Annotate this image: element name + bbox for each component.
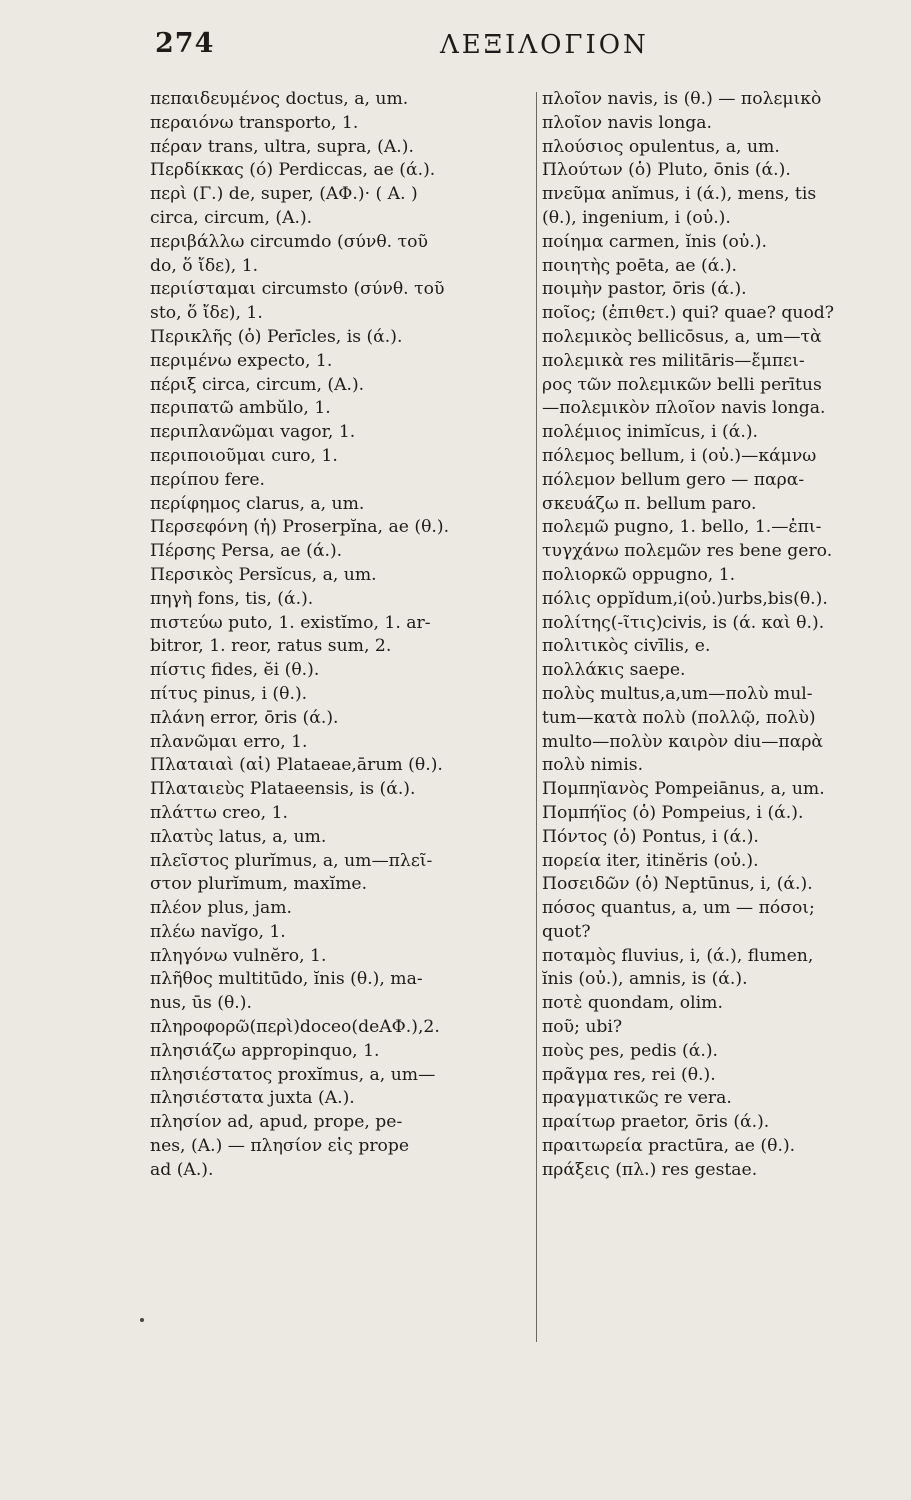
entry-line: πλέον plus, jam. bbox=[150, 898, 293, 919]
entry-line: πολέμιος inimĭcus, i (ά.). bbox=[542, 422, 758, 443]
entry-line: ποτὲ quondam, olim. bbox=[542, 993, 723, 1014]
entry-line: πιστεύω puto, 1. existĭmo, 1. ar- bbox=[150, 612, 431, 633]
column-divider bbox=[536, 92, 537, 1342]
entry-line: do, ὅ ἴδε), 1. bbox=[150, 255, 259, 276]
entry-line: tum—κατὰ πολὺ (πολλῷ, πολὺ) bbox=[542, 707, 816, 728]
entry-line: Περδίκκας (ό) Perdiccas, ae (ά.). bbox=[150, 160, 436, 181]
entry-line: στον plurĭmum, maxĭme. bbox=[150, 874, 368, 895]
entry-line: πλῆθος multitūdo, ĭnis (θ.), ma- bbox=[150, 969, 423, 990]
entry-line: Πέρσης Persa, ae (ά.). bbox=[150, 541, 343, 562]
entry-line: πλέω navĭgo, 1. bbox=[150, 921, 286, 942]
entry-line: πλούσιος opulentus, a, um. bbox=[542, 136, 780, 157]
entry-line: πόλεμος bellum, i (οὐ.)—κάμνω bbox=[542, 445, 817, 466]
entry-line: πόσος quantus, a, um — πόσοι; bbox=[542, 898, 815, 919]
entry-line: πληροφορῶ(περὶ)doceo(deΑΦ.),2. bbox=[150, 1017, 440, 1038]
entry-line: circa, circum, (A.). bbox=[150, 207, 313, 228]
entry-line: τυγχάνω πολεμῶν res bene gero. bbox=[542, 541, 833, 562]
entry-line: πορεία iter, itinĕris (οὐ.). bbox=[542, 850, 759, 871]
entry-line: περαιόνω transporto, 1. bbox=[150, 112, 359, 133]
entry-line: ρος τῶν πολεμικῶν belli perītus bbox=[542, 374, 822, 395]
entry-line: περὶ (Γ.) de, super, (ΑΦ.)· ( A. ) bbox=[150, 184, 418, 205]
entry-line: (θ.), ingenium, i (οὐ.). bbox=[542, 207, 731, 228]
entry-line: περιβάλλω circumdo (σύνθ. τοῦ bbox=[150, 231, 428, 252]
entry-line: πίτυς pinus, i (θ.). bbox=[150, 683, 308, 704]
entry-line: πλάττω creo, 1. bbox=[150, 802, 288, 823]
entry-line: πολιορκῶ oppugno, 1. bbox=[542, 564, 736, 585]
entry-line: περιπλανῶμαι vagor, 1. bbox=[150, 422, 356, 443]
entry-line: ποίημα carmen, ĭnis (οὐ.). bbox=[542, 231, 767, 252]
entry-line: Περσικὸς Persĭcus, a, um. bbox=[150, 564, 377, 585]
entry-line: Πόντος (ὁ) Pontus, i (ά.). bbox=[542, 826, 759, 847]
entry-line: πληγόνω vulnĕro, 1. bbox=[150, 945, 327, 966]
right-column bbox=[542, 88, 911, 1183]
entry-line: ποὺς pes, pedis (ά.). bbox=[542, 1040, 719, 1061]
entry-line: πλάνη error, ōris (ά.). bbox=[150, 707, 339, 728]
entry-line: πόλις oppĭdum,i(οὐ.)urbs,bis(θ.). bbox=[542, 588, 828, 609]
entry-line: ποταμὸς fluvius, i, (ά.), flumen, bbox=[542, 945, 814, 966]
entry-line: Πομπηϊανὸς Pompeiānus, a, um. bbox=[542, 779, 825, 800]
entry-line: Πομπήϊος (ὁ) Pompeius, i (ά.). bbox=[542, 802, 804, 823]
entry-line: πλοῖον navis longa. bbox=[542, 112, 712, 133]
margin-dot bbox=[140, 1318, 144, 1322]
entry-line: Ποσειδῶν (ὁ) Neptūnus, i, (ά.). bbox=[542, 874, 813, 895]
entry-line: πλησίον ad, apud, prope, pe- bbox=[150, 1112, 403, 1133]
entry-line: πολὺς multus,a,um—πολὺ mul- bbox=[542, 683, 813, 704]
running-head: ΛΕΞΙΛΟΓΙΟΝ bbox=[440, 30, 649, 60]
entry-line: πέριξ circa, circum, (A.). bbox=[150, 374, 365, 395]
entry-line: ποιμὴν pastor, ōris (ά.). bbox=[542, 279, 747, 300]
entry-line: bitror, 1. reor, ratus sum, 2. bbox=[150, 636, 392, 657]
entry-line: Περσεφόνη (ἡ) Proserpĭna, ae (θ.). bbox=[150, 517, 450, 538]
page-number: 274 bbox=[155, 28, 215, 59]
entry-line: περιμένω expecto, 1. bbox=[150, 350, 333, 371]
entry-line: πόλεμον bellum gero — παρα- bbox=[542, 469, 805, 490]
entry-line: nes, (A.) — πλησίον εἰς prope bbox=[150, 1136, 410, 1157]
entry-line: περίπου fere. bbox=[150, 469, 265, 490]
entry-line: πολεμικὰ res militāris—ἔμπει- bbox=[542, 350, 805, 371]
entry-line: πραίτωρ praetor, ōris (ά.). bbox=[542, 1112, 770, 1133]
entry-line: πρᾶγμα res, rei (θ.). bbox=[542, 1064, 716, 1085]
entry-line: multo—πολὺν καιρὸν diu—παρὰ bbox=[542, 731, 824, 752]
entry-line: πηγὴ fons, tis, (ά.). bbox=[150, 588, 314, 609]
entry-line: πολεμῶ pugno, 1. bello, 1.—ἐπι- bbox=[542, 517, 822, 538]
entry-line: πραγματικῶς re vera. bbox=[542, 1088, 732, 1109]
entry-line: πλατὺς latus, a, um. bbox=[150, 826, 327, 847]
entry-line: πολεμικὸς bellicōsus, a, um—τὰ bbox=[542, 326, 822, 347]
entry-line: πίστις fides, ĕi (θ.). bbox=[150, 660, 320, 681]
entry-line: sto, ὅ ἴδε), 1. bbox=[150, 303, 263, 324]
entry-line: quot? bbox=[542, 921, 591, 942]
entry-line: Πλαταιεὺς Plataeensis, is (ά.). bbox=[150, 779, 416, 800]
entry-line: πλανῶμαι erro, 1. bbox=[150, 731, 308, 752]
entry-line: πλησιέστατος proxĭmus, a, um— bbox=[150, 1064, 436, 1085]
entry-line: ποιητὴς poēta, ae (ά.). bbox=[542, 255, 738, 276]
entry-line: περιπατῶ ambŭlo, 1. bbox=[150, 398, 331, 419]
entry-line: —πολεμικὸν πλοῖον navis longa. bbox=[542, 398, 826, 419]
entry-line: πολὺ nimis. bbox=[542, 755, 644, 776]
entry-line: ποῦ; ubi? bbox=[542, 1017, 623, 1038]
entry-line: πλοῖον navis, is (θ.) — πολεμικὸ bbox=[542, 89, 822, 109]
entry-line: σκευάζω π. bellum paro. bbox=[542, 493, 757, 514]
entry-line: πλησιάζω appropinquo, 1. bbox=[150, 1040, 380, 1061]
entry-line: πραιτωρεία practūra, ae (θ.). bbox=[542, 1136, 796, 1157]
entry-line: ĭnis (οὐ.), amnis, is (ά.). bbox=[542, 969, 748, 990]
entry-line: πεπαιδευμένος doctus, a, um. bbox=[150, 89, 409, 109]
entry-line: πολιτικὸς civīlis, e. bbox=[542, 636, 711, 657]
entry-line: περίφημος clarus, a, um. bbox=[150, 493, 365, 514]
entry-line: πολίτης(-ῖτις)civis, is (ά. καὶ θ.). bbox=[542, 612, 825, 633]
entry-line: ad (A.). bbox=[150, 1159, 214, 1180]
entry-line: πράξεις (πλ.) res gestae. bbox=[542, 1159, 758, 1180]
entry-line: πολλάκις saepe. bbox=[542, 660, 686, 681]
entry-line: Πλαταιαὶ (αἱ) Plataeae,ārum (θ.). bbox=[150, 755, 443, 776]
entry-line: πέραν trans, ultra, supra, (A.). bbox=[150, 136, 414, 157]
entry-line: ποῖος; (ἐπιθετ.) qui? quae? quod? bbox=[542, 303, 835, 324]
entry-line: πλεῖστος plurĭmus, a, um—πλεῖ- bbox=[150, 850, 433, 871]
left-column bbox=[150, 88, 530, 1183]
entry-line: Πλούτων (ὁ) Pluto, ōnis (ά.). bbox=[542, 160, 791, 181]
entry-line: nus, ūs (θ.). bbox=[150, 993, 252, 1014]
entry-line: Περικλῆς (ὁ) Perīcles, is (ά.). bbox=[150, 326, 403, 347]
entry-line: περιίσταμαι circumsto (σύνθ. τοῦ bbox=[150, 279, 445, 300]
entry-line: πλησιέστατα juxta (A.). bbox=[150, 1088, 355, 1109]
entry-line: περιποιοῦμαι curo, 1. bbox=[150, 445, 338, 466]
entry-line: πνεῦμα anĭmus, i (ά.), mens, tis bbox=[542, 184, 817, 205]
